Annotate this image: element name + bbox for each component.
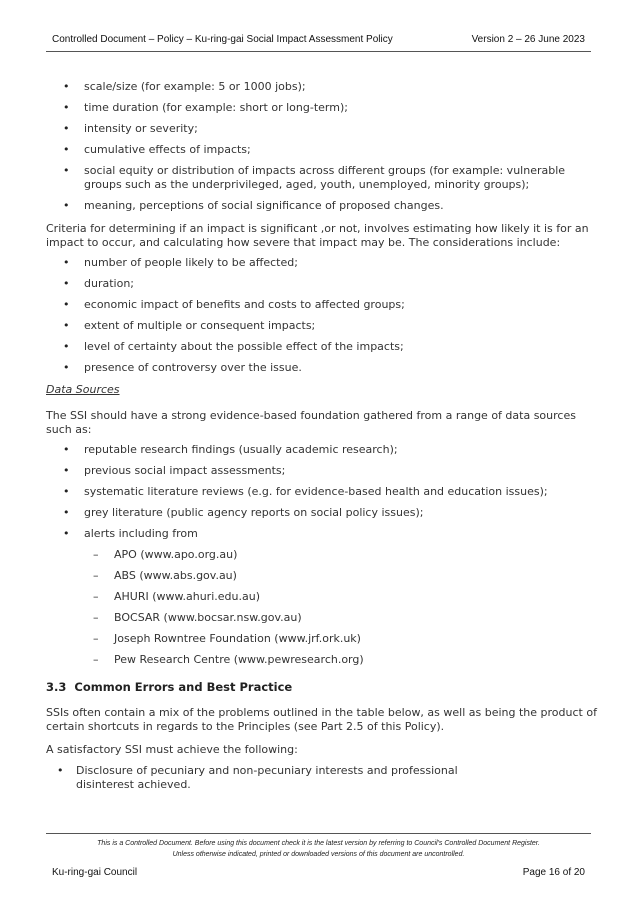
list-item: – APO (www.apo.org.au) [46, 548, 599, 562]
section-title: Common Errors and Best Practice [74, 680, 293, 694]
considerations-list [46, 256, 599, 375]
page-header [46, 33, 591, 52]
page-footer [46, 833, 591, 881]
list-item: • reputable research findings (usually academic research); [46, 443, 599, 457]
data-sources-heading: Data Sources [46, 383, 120, 396]
list-item: • grey literature (public agency reports on social policy issues); [46, 506, 599, 520]
list-item: • presence of controversy over the issue. [46, 361, 599, 375]
requirements-list [46, 764, 599, 792]
document-body [46, 80, 599, 792]
list-item: • duration; [46, 277, 599, 291]
list-item: • scale/size (for example: 5 or 1000 jobs); [46, 80, 599, 94]
list-item: • Disclosure of pecuniary and non-pecuniary interests and professional disinterest achieved. [46, 764, 509, 792]
list-item: – BOCSAR (www.bocsar.nsw.gov.au) [46, 611, 599, 625]
list-item: – ABS (www.abs.gov.au) [46, 569, 599, 583]
list-item: • alerts including from [46, 527, 599, 541]
section-heading [46, 680, 599, 694]
list-item: • systematic literature reviews (e.g. for evidence-based health and education issues); [46, 485, 599, 499]
alerts-list [46, 548, 599, 667]
page-number: Page 16 of 20 [522, 867, 585, 878]
header-version: Version 2 – 26 June 2023 [471, 34, 585, 45]
criteria-paragraph: Criteria for determining if an impact is significant ,or not, involves estimating how likely it is for an impact to occur, and calculating how severe that impact may be. The considerations include: [46, 222, 589, 249]
list-item: • level of certainty about the possible effect of the impacts; [46, 340, 599, 354]
list-item: • intensity or severity; [46, 122, 599, 136]
controlled-document-note: This is a Controlled Document. Before using this document check it is the latest version by referring to Council's Controlled Document Register. [97, 840, 540, 847]
list-item: – AHURI (www.ahuri.edu.au) [46, 590, 599, 604]
list-item: • time duration (for example: short or long-term); [46, 101, 599, 115]
uncontrolled-note: Unless otherwise indicated, printed or downloaded versions of this document are uncontrolled. [172, 851, 465, 858]
list-item: • number of people likely to be affected; [46, 256, 599, 270]
ssi-paragraph: SSIs often contain a mix of the problems outlined in the table below, as well as being the product of certain shortcuts in regards to the Principles (see Part 2.5 of this Policy). [46, 706, 597, 733]
list-item: • social equity or distribution of impacts across different groups (for example: vulnerable groups such as the underprivileged, aged, youth, unemployed, minority groups); [46, 164, 599, 192]
data-sources-list [46, 443, 599, 541]
impact-factors-list [46, 80, 599, 213]
list-item: • cumulative effects of impacts; [46, 143, 599, 157]
section-number: 3.3 [46, 680, 67, 694]
list-item: • previous social impact assessments; [46, 464, 599, 478]
satisfactory-paragraph: A satisfactory SSI must achieve the following: [46, 743, 298, 756]
list-item: • meaning, perceptions of social significance of proposed changes. [46, 199, 599, 213]
header-title: Controlled Document – Policy – Ku-ring-gai Social Impact Assessment Policy [52, 34, 393, 45]
list-item: • economic impact of benefits and costs to affected groups; [46, 298, 599, 312]
council-name: Ku-ring-gai Council [52, 867, 138, 878]
list-item: • extent of multiple or consequent impacts; [46, 319, 599, 333]
list-item: – Pew Research Centre (www.pewresearch.org) [46, 653, 599, 667]
data-sources-intro: The SSI should have a strong evidence-based foundation gathered from a range of data sources such as: [46, 409, 576, 436]
list-item: – Joseph Rowntree Foundation (www.jrf.ork.uk) [46, 632, 599, 646]
